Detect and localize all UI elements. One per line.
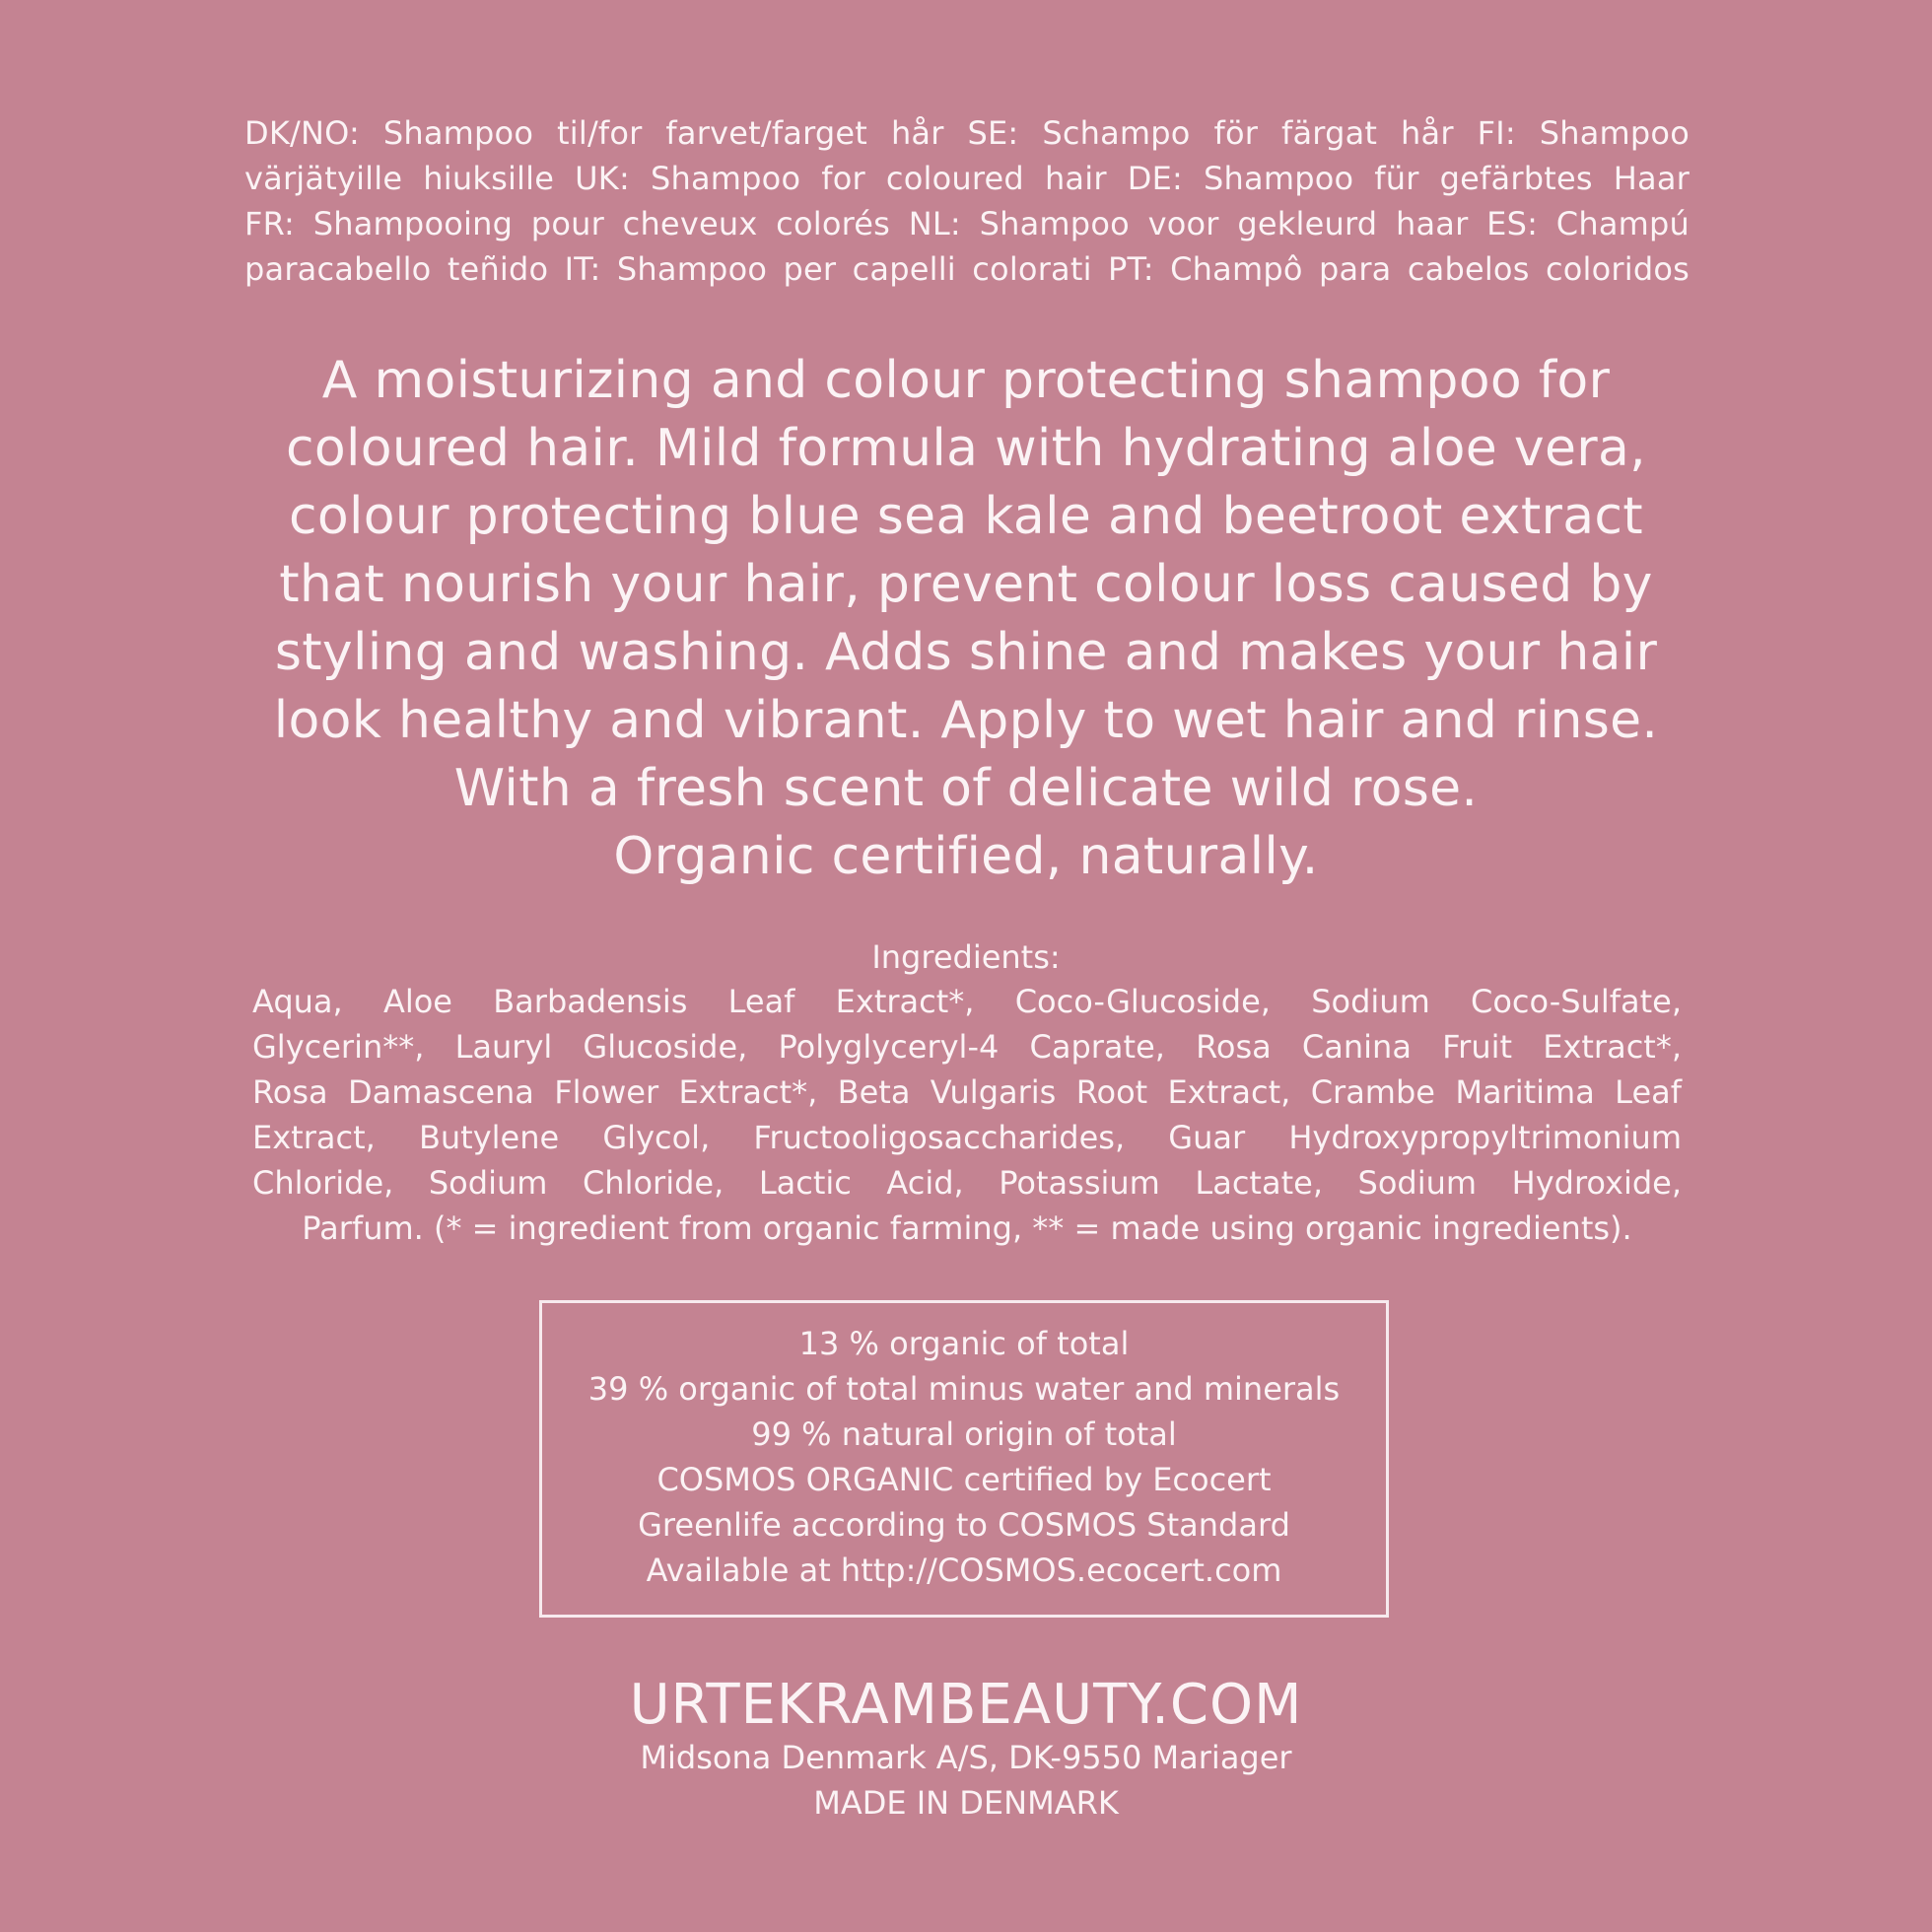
brand-website: URTEKRAMBEAUTY.COM	[629, 1673, 1303, 1737]
certification-line: Greenlife according to COSMOS Standard	[638, 1506, 1290, 1544]
translation-line: DK/NO: Shampoo til/for farvet/farget hår SE: Schampo för färgat hår FI: Shampoo	[244, 114, 1690, 152]
description-line: that nourish your hair, prevent colour loss caused by	[279, 555, 1653, 614]
description-line: Organic certified, naturally.	[613, 827, 1319, 886]
product-description	[207, 347, 1725, 891]
translation-line: paracabello teñido IT: Shampoo per capelli colorati PT: Champô para cabelos coloridos	[244, 250, 1690, 288]
certification-line: 99 % natural origin of total	[751, 1415, 1177, 1453]
ingredients-heading: Ingredients:	[871, 938, 1061, 976]
ingredients-line: Glycerin**, Lauryl Glucoside, Polyglyceryl-4 Caprate, Rosa Canina Fruit Extract*,	[252, 1028, 1682, 1066]
ingredients-list	[252, 979, 1682, 1251]
description-line: With a fresh scent of delicate wild rose.	[453, 759, 1479, 818]
product-name-translations	[244, 110, 1690, 292]
certification-line: 39 % organic of total minus water and minerals	[587, 1370, 1341, 1408]
certification-line: COSMOS ORGANIC certified by Ecocert	[656, 1461, 1272, 1498]
ingredients-line: Extract, Butylene Glycol, Fructooligosaccharides, Guar Hydroxypropyltrimonium	[252, 1119, 1682, 1156]
ingredients-line: Rosa Damascena Flower Extract*, Beta Vulgaris Root Extract, Crambe Maritima Leaf	[252, 1073, 1682, 1111]
certification-box	[539, 1300, 1389, 1618]
description-line: look healthy and vibrant. Apply to wet hair and rinse.	[273, 691, 1659, 750]
description-line: coloured hair. Mild formula with hydrating aloe vera,	[286, 419, 1646, 478]
certification-line: Available at http://COSMOS.ecocert.com	[646, 1552, 1282, 1589]
country-of-origin: MADE IN DENMARK	[813, 1784, 1119, 1822]
description-line: A moisturizing and colour protecting shampoo for	[321, 351, 1611, 410]
description-line: colour protecting blue sea kale and beetroot extract	[289, 487, 1643, 546]
description-line: styling and washing. Adds shine and makes your hair	[274, 623, 1658, 682]
translation-line: FR: Shampooing pour cheveux colorés NL: Shampoo voor gekleurd haar ES: Champú	[244, 205, 1690, 242]
certification-line: 13 % organic of total	[798, 1325, 1130, 1362]
ingredients-line: Chloride, Sodium Chloride, Lactic Acid, Potassium Lactate, Sodium Hydroxide,	[252, 1164, 1682, 1202]
ingredients-line: Parfum. (* = ingredient from organic farming, ** = made using organic ingredients).	[302, 1209, 1632, 1247]
translation-line: värjätyille hiuksille UK: Shampoo for coloured hair DE: Shampoo für gefärbtes Haar	[244, 160, 1690, 197]
ingredients-line: Aqua, Aloe Barbadensis Leaf Extract*, Coco-Glucoside, Sodium Coco-Sulfate,	[252, 983, 1682, 1020]
manufacturer-address: Midsona Denmark A/S, DK-9550 Mariager	[640, 1739, 1292, 1776]
certification-text	[542, 1321, 1386, 1593]
